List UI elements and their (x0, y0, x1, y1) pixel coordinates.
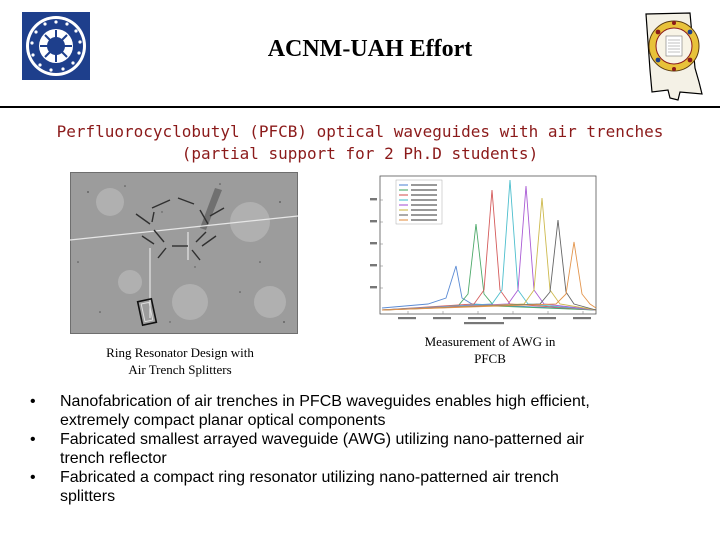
bullet-3-line-1: Fabricated a compact ring resonator utilizing nano-patterned air trench (60, 469, 559, 486)
bullet-1-line-2: extremely compact planar optical components (60, 412, 386, 429)
bullet-list (30, 392, 690, 506)
ring-resonator-caption-line-2: Air Trench Splitters (128, 362, 232, 377)
bullet-dot: • (30, 469, 36, 486)
awg-spectrum-plot (368, 170, 600, 326)
bullet-2-line-2: trench reflector (60, 450, 167, 467)
awg-measurement-caption (400, 333, 580, 367)
bullet-3-line-2: splitters (60, 488, 116, 505)
slide-title: ACNM-UAH Effort (267, 36, 473, 62)
bullet-dot: • (30, 431, 36, 448)
awg-caption-line-2: PFCB (474, 351, 506, 366)
slide-subtitle (20, 121, 700, 165)
bullet-item (30, 430, 690, 468)
epscor-alabama-seal-icon (632, 10, 714, 102)
bullet-1-line-1: Nanofabrication of air trenches in PFCB waveguides enables high efficient, (60, 393, 590, 410)
ring-resonator-caption-line-1: Ring Resonator Design with (106, 345, 254, 360)
bullet-item (30, 468, 690, 506)
bullet-dot: • (30, 393, 36, 410)
awg-caption-line-1: Measurement of AWG in (424, 334, 556, 349)
bullet-2-line-1: Fabricated smallest arrayed waveguide (AWG) utilizing nano-patterned air (60, 431, 585, 448)
ring-resonator-micrograph (70, 172, 298, 334)
ring-resonator-caption (80, 344, 280, 378)
bullet-item (30, 392, 690, 430)
nsf-logo-icon (22, 12, 90, 80)
subtitle-line-2: (partial support for 2 Ph.D students) (181, 144, 539, 163)
subtitle-line-1: Perfluorocyclobutyl (PFCB) optical waveguides with air trenches (56, 122, 664, 141)
header-divider (0, 106, 720, 108)
